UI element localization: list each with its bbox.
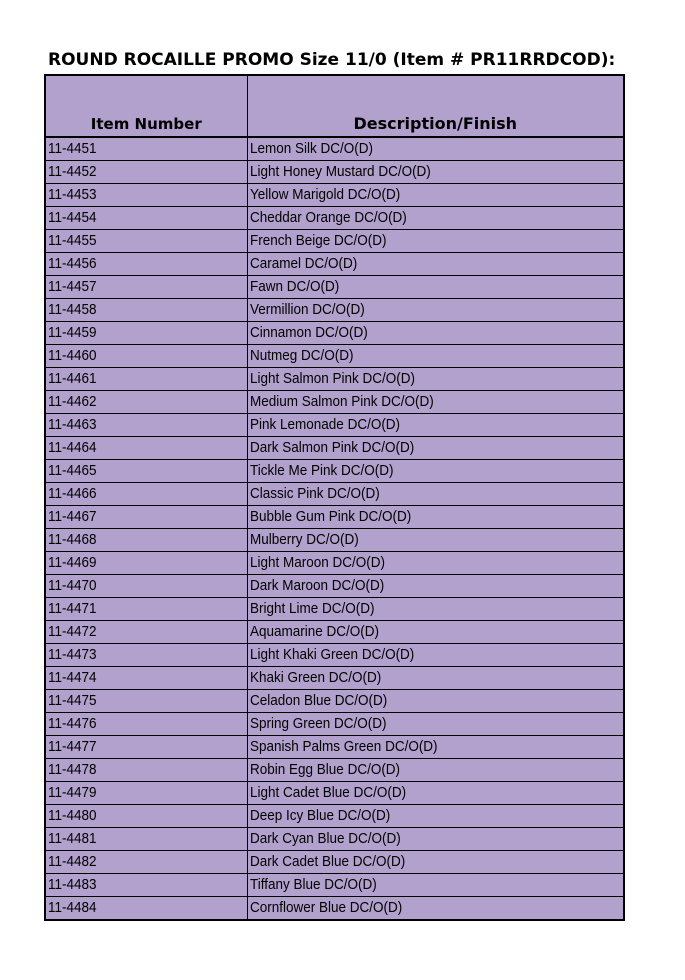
item-number-text: 11-4469 — [48, 554, 97, 571]
table-row — [45, 805, 624, 828]
item-number-cell — [45, 322, 247, 345]
table-row — [45, 322, 624, 345]
description-text: Cheddar Orange DC/O(D) — [249, 209, 407, 226]
description-text: Celadon Blue DC/O(D) — [249, 692, 387, 709]
item-number-cell — [45, 506, 247, 529]
description-cell — [247, 667, 624, 690]
item-number-cell — [45, 552, 247, 575]
table-row — [45, 253, 624, 276]
description-cell — [247, 437, 624, 460]
table-row — [45, 161, 624, 184]
item-number-cell — [45, 828, 247, 851]
table-row — [45, 690, 624, 713]
item-table — [44, 74, 625, 921]
table-row — [45, 874, 624, 897]
item-number-cell — [45, 759, 247, 782]
item-number-text: 11-4471 — [48, 600, 97, 617]
table-row — [45, 598, 624, 621]
table-row — [45, 782, 624, 805]
item-number-cell — [45, 414, 247, 437]
item-number-cell — [45, 644, 247, 667]
item-number-text: 11-4479 — [48, 784, 97, 801]
description-text: Dark Salmon Pink DC/O(D) — [249, 439, 414, 456]
item-number-cell — [45, 529, 247, 552]
table-row — [45, 506, 624, 529]
description-text: Light Salmon Pink DC/O(D) — [249, 370, 415, 387]
item-number-cell — [45, 897, 247, 921]
item-number-cell — [45, 805, 247, 828]
item-number-text: 11-4474 — [48, 669, 97, 686]
item-number-text: 11-4466 — [48, 485, 97, 502]
table-row — [45, 230, 624, 253]
table-row — [45, 483, 624, 506]
item-number-cell — [45, 253, 247, 276]
description-cell — [247, 828, 624, 851]
item-number-cell — [45, 575, 247, 598]
description-text: Nutmeg DC/O(D) — [249, 347, 354, 364]
item-number-text: 11-4470 — [48, 577, 97, 594]
description-cell — [247, 529, 624, 552]
description-text: Bright Lime DC/O(D) — [249, 600, 375, 617]
item-number-text: 11-4476 — [48, 715, 97, 732]
table-row — [45, 368, 624, 391]
description-text: Tiffany Blue DC/O(D) — [249, 876, 377, 893]
item-number-text: 11-4457 — [48, 278, 97, 295]
item-number-cell — [45, 874, 247, 897]
description-text: Bubble Gum Pink DC/O(D) — [249, 508, 411, 525]
item-number-cell — [45, 690, 247, 713]
description-cell — [247, 161, 624, 184]
table-header-row — [45, 75, 624, 137]
item-number-text: 11-4483 — [48, 876, 97, 893]
item-number-cell — [45, 713, 247, 736]
description-cell — [247, 897, 624, 921]
description-text: Spring Green DC/O(D) — [249, 715, 387, 732]
item-number-text: 11-4477 — [48, 738, 97, 755]
description-text: Robin Egg Blue DC/O(D) — [249, 761, 400, 778]
description-text: Light Khaki Green DC/O(D) — [249, 646, 414, 663]
description-text: Dark Cyan Blue DC/O(D) — [249, 830, 401, 847]
item-number-text: 11-4481 — [48, 830, 97, 847]
item-number-cell — [45, 782, 247, 805]
item-number-cell — [45, 368, 247, 391]
item-number-cell — [45, 230, 247, 253]
item-number-text: 11-4473 — [48, 646, 97, 663]
table-row — [45, 897, 624, 921]
item-number-cell — [45, 851, 247, 874]
item-number-cell — [45, 276, 247, 299]
item-number-text: 11-4452 — [48, 163, 97, 180]
item-number-text: 11-4458 — [48, 301, 97, 318]
description-cell — [247, 184, 624, 207]
item-number-cell — [45, 345, 247, 368]
item-number-text: 11-4475 — [48, 692, 97, 709]
table-row — [45, 207, 624, 230]
description-cell — [247, 575, 624, 598]
description-cell — [247, 230, 624, 253]
table-row — [45, 644, 624, 667]
item-number-text: 11-4465 — [48, 462, 97, 479]
description-cell — [247, 736, 624, 759]
description-text: Light Cadet Blue DC/O(D) — [249, 784, 406, 801]
item-number-text: 11-4462 — [48, 393, 97, 410]
description-cell — [247, 345, 624, 368]
item-number-text: 11-4484 — [48, 899, 97, 916]
item-number-text: 11-4459 — [48, 324, 97, 341]
table-row — [45, 713, 624, 736]
description-text: Lemon Silk DC/O(D) — [249, 140, 373, 157]
item-number-cell — [45, 391, 247, 414]
item-number-text: 11-4472 — [48, 623, 97, 640]
table-row — [45, 137, 624, 161]
document-title: ROUND ROCAILLE PROMO Size 11/0 (Item # PR11RRDCOD): — [48, 50, 616, 70]
item-number-text: 11-4451 — [48, 140, 97, 157]
item-number-cell — [45, 460, 247, 483]
description-text: Vermillion DC/O(D) — [249, 301, 365, 318]
description-cell — [247, 299, 624, 322]
item-number-text: 11-4460 — [48, 347, 97, 364]
item-number-text: 11-4455 — [48, 232, 97, 249]
table-row — [45, 575, 624, 598]
table-row — [45, 552, 624, 575]
description-text: Pink Lemonade DC/O(D) — [249, 416, 400, 433]
description-cell — [247, 621, 624, 644]
description-text: Tickle Me Pink DC/O(D) — [249, 462, 394, 479]
item-number-text: 11-4480 — [48, 807, 97, 824]
item-number-cell — [45, 161, 247, 184]
description-cell — [247, 276, 624, 299]
table-row — [45, 345, 624, 368]
item-number-cell — [45, 598, 247, 621]
description-cell — [247, 506, 624, 529]
description-text: Aquamarine DC/O(D) — [249, 623, 379, 640]
description-cell — [247, 460, 624, 483]
description-cell — [247, 253, 624, 276]
description-cell — [247, 598, 624, 621]
description-cell — [247, 391, 624, 414]
item-number-text: 11-4468 — [48, 531, 97, 548]
description-text: Deep Icy Blue DC/O(D) — [249, 807, 390, 824]
item-number-cell — [45, 667, 247, 690]
table-row — [45, 851, 624, 874]
column-header-item-number: Item Number — [45, 75, 247, 137]
item-number-text: 11-4482 — [48, 853, 97, 870]
description-cell — [247, 483, 624, 506]
item-number-cell — [45, 736, 247, 759]
item-number-text: 11-4463 — [48, 416, 97, 433]
item-number-cell — [45, 483, 247, 506]
description-text: Spanish Palms Green DC/O(D) — [249, 738, 438, 755]
table-row — [45, 759, 624, 782]
table-row — [45, 529, 624, 552]
description-text: Light Honey Mustard DC/O(D) — [249, 163, 431, 180]
table-row — [45, 299, 624, 322]
table-row — [45, 414, 624, 437]
table-row — [45, 736, 624, 759]
item-number-text: 11-4454 — [48, 209, 97, 226]
table-row — [45, 667, 624, 690]
description-text: Cinnamon DC/O(D) — [249, 324, 368, 341]
description-text: Fawn DC/O(D) — [249, 278, 339, 295]
description-text: French Beige DC/O(D) — [249, 232, 387, 249]
item-number-text: 11-4461 — [48, 370, 97, 387]
description-cell — [247, 759, 624, 782]
table-row — [45, 276, 624, 299]
item-number-text: 11-4478 — [48, 761, 97, 778]
description-cell — [247, 690, 624, 713]
description-cell — [247, 322, 624, 345]
description-cell — [247, 782, 624, 805]
description-text: Khaki Green DC/O(D) — [249, 669, 381, 686]
item-number-cell — [45, 299, 247, 322]
item-number-text: 11-4464 — [48, 439, 97, 456]
table-row — [45, 621, 624, 644]
description-cell — [247, 414, 624, 437]
description-cell — [247, 137, 624, 161]
column-header-description: Description/Finish — [247, 75, 624, 137]
description-text: Dark Maroon DC/O(D) — [249, 577, 384, 594]
item-number-cell — [45, 184, 247, 207]
table-row — [45, 184, 624, 207]
description-cell — [247, 874, 624, 897]
description-cell — [247, 207, 624, 230]
item-number-text: 11-4467 — [48, 508, 97, 525]
item-number-cell — [45, 207, 247, 230]
table-row — [45, 460, 624, 483]
description-text: Mulberry DC/O(D) — [249, 531, 359, 548]
description-cell — [247, 644, 624, 667]
description-text: Classic Pink DC/O(D) — [249, 485, 380, 502]
table-row — [45, 437, 624, 460]
description-text: Medium Salmon Pink DC/O(D) — [249, 393, 434, 410]
table-body — [45, 137, 624, 920]
description-text: Caramel DC/O(D) — [249, 255, 357, 272]
item-number-cell — [45, 437, 247, 460]
description-cell — [247, 368, 624, 391]
description-cell — [247, 851, 624, 874]
item-number-cell — [45, 621, 247, 644]
item-number-cell — [45, 137, 247, 161]
table-row — [45, 391, 624, 414]
item-number-text: 11-4453 — [48, 186, 97, 203]
description-text: Dark Cadet Blue DC/O(D) — [249, 853, 405, 870]
description-cell — [247, 805, 624, 828]
description-cell — [247, 552, 624, 575]
description-cell — [247, 713, 624, 736]
description-text: Yellow Marigold DC/O(D) — [249, 186, 400, 203]
description-text: Light Maroon DC/O(D) — [249, 554, 385, 571]
description-text: Cornflower Blue DC/O(D) — [249, 899, 402, 916]
item-number-text: 11-4456 — [48, 255, 97, 272]
table-row — [45, 828, 624, 851]
